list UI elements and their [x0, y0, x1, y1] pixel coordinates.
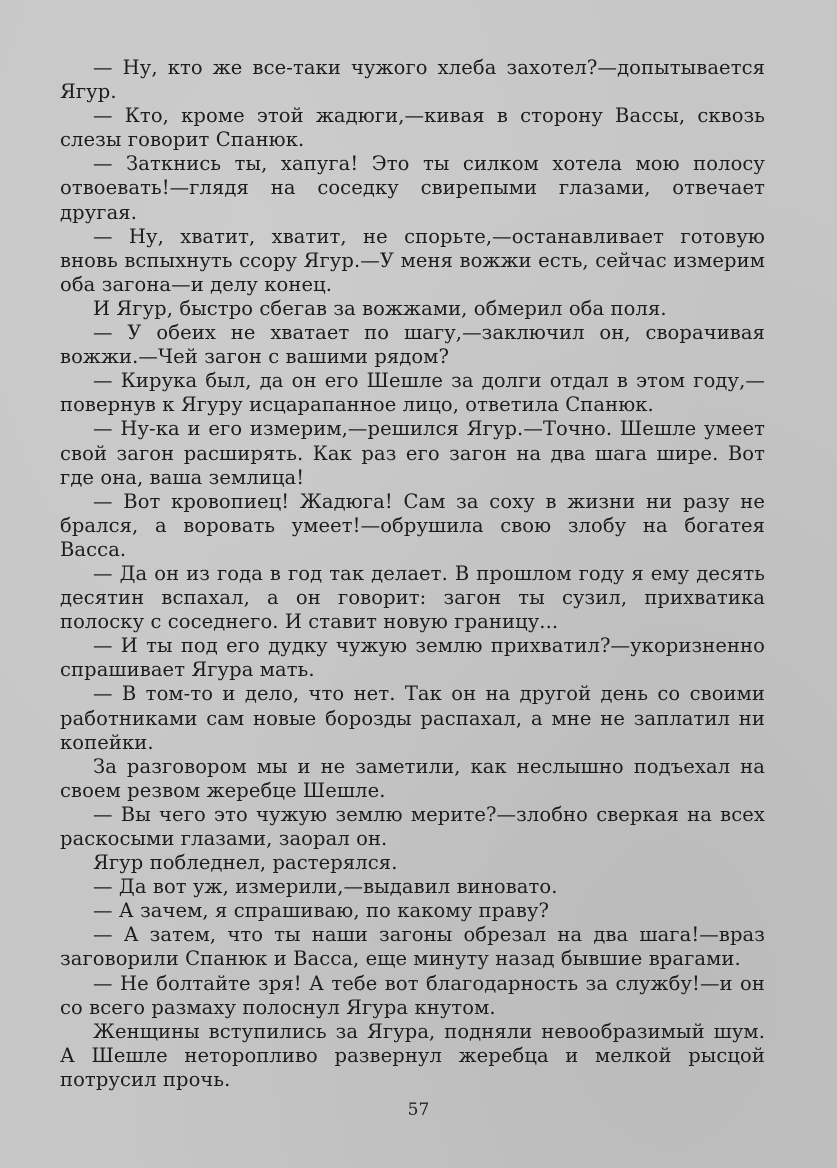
paragraph: — Да он из года в год так делает. В прошлом году я ему десять десятин вспахал, а он говорит: загон ты сузил, прихватика полоску с соседнего. И ставит новую границу... [60, 561, 765, 634]
paragraph: Женщины вступились за Ягура, подняли невообразимый шум. А Шешле неторопливо развернул жеребца и мелкой рысцой потрусил прочь. [60, 1019, 765, 1091]
paragraph: — Кто, кроме этой жадюги,—кивая в сторону Вассы, сквозь слезы говорит Спанюк. [60, 104, 765, 152]
paragraph: — В том-то и дело, что нет. Так он на другой день со своими работниками сам новые борозды распахал, а мне не заплатил ни копейки. [60, 682, 765, 754]
paragraph: — А зачем, я спрашиваю, по какому праву? [93, 899, 550, 923]
paragraph: — Не болтайте зря! А тебе вот благодарность за службу!—и он со всего размаху полоснул Ягура кнутом. [60, 971, 765, 1019]
paragraph: — Ну, хватит, хватит, не спорьте,—останавливает готовую вновь вспыхнуть ссору Ягур.—У меня вожжи есть, сейчас измерим оба загона—и делу конец. [60, 224, 765, 296]
paragraph: За разговором мы и не заметили, как неслышно подъехал на своем резвом жеребце Шешле. [60, 754, 765, 802]
paragraph: — Ну-ка и его измерим,—решился Ягур.—Точно. Шешле умеет свой загон расширять. Как раз его загон на два шага шире. Вот где она, ваша землица! [60, 417, 765, 489]
paragraph: — А затем, что ты наши загоны обрезал на два шага!—враз заговорили Спанюк и Васса, еще минуту назад бывшие врагами. [60, 923, 765, 971]
paragraph: — Вот кровопиец! Жадюга! Сам за соху в жизни ни разу не брался, а воровать умеет!—обрушила свою злобу на богатея Васса. [60, 489, 765, 561]
paragraph: — Ну, кто же все-таки чужого хлеба захотел?—допытывается Ягур. [60, 56, 765, 104]
paragraph: — Да вот уж, измерили,—выдавил виновато. [93, 875, 558, 899]
page-body-text [60, 56, 765, 1092]
paragraph: И Ягур, быстро сбегав за вожжами, обмерил оба поля. [93, 296, 667, 320]
paragraph: — Заткнись ты, хапуга! Это ты силком хотела мою полосу отвоевать!—глядя на соседку свирепыми глазами, отвечает другая. [60, 152, 765, 224]
paragraph: — И ты под его дудку чужую землю прихватил?—укоризненно спрашивает Ягура мать. [60, 634, 765, 682]
page-number: 57 [407, 1100, 430, 1120]
paragraph: — У обеих не хватает по шагу,—заключил он, сворачивая вожжи.—Чей загон с вашими рядом? [60, 321, 765, 369]
paragraph: — Вы чего это чужую землю мерите?—злобно сверкая на всех раскосыми глазами, заорал он. [60, 802, 765, 850]
paragraph: — Кирука был, да он его Шешле за долги отдал в этом году,—повернув к Ягуру исцарапанное лицо, ответила Спанюк. [60, 369, 765, 417]
paragraph: Ягур побледнел, растерялся. [93, 851, 398, 875]
